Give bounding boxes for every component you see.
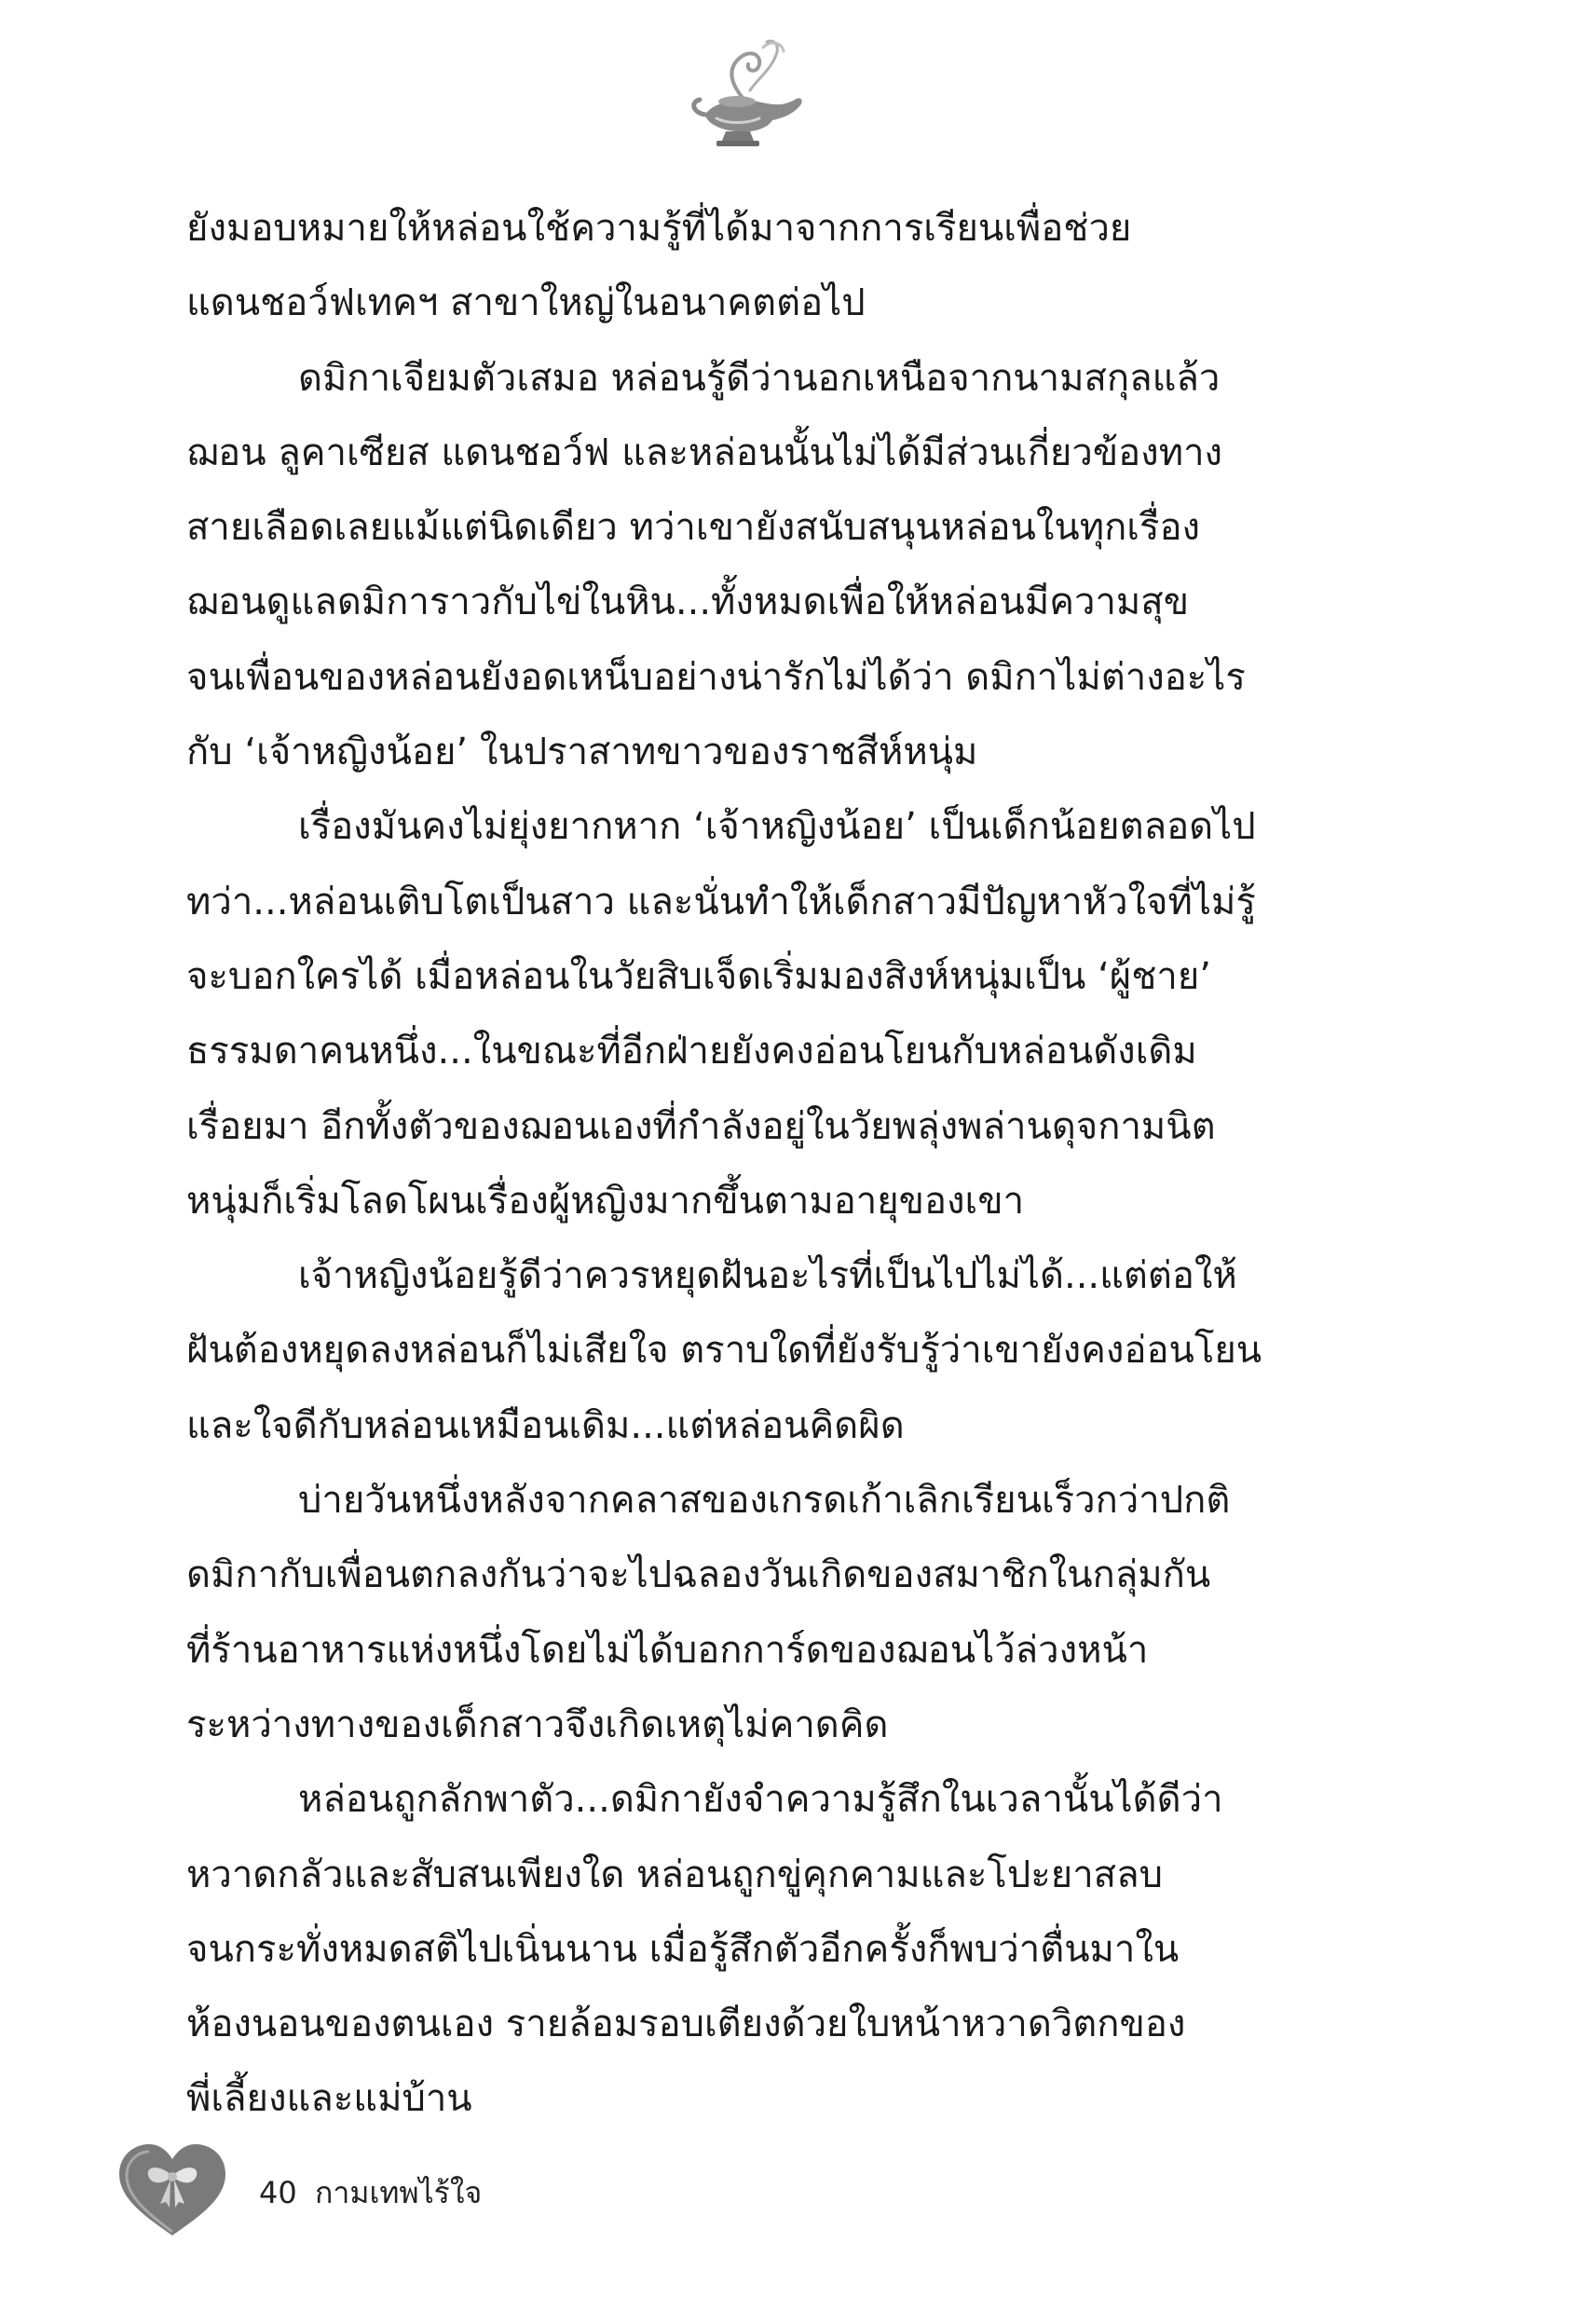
text-line: กับ ‘เจ้าหญิงน้อย’ ในปราสาทขาวของราชสีห์หนุ่ม (186, 731, 978, 774)
page-footer (112, 2139, 764, 2241)
text-line: ที่ร้านอาหารแห่งหนึ่งโดยไม่ได้บอกการ์ดของฌอนไว้ล่วงหน้า (186, 1628, 1149, 1672)
text-line: เรื่อยมา อีกทั้งตัวของฌอนเองที่กำลังอยู่ในวัยพลุ่งพล่านดุจกามนิต (186, 1104, 1216, 1148)
text-line: หวาดกลัวและสับสนเพียงใด หล่อนถูกขู่คุกคามและโปะยาสลบ (186, 1853, 1163, 1896)
text-line: จนเพื่อนของหล่อนยังอดเหน็บอย่างน่ารักไม่ได้ว่า ดมิกาไม่ต่างอะไร (186, 655, 1246, 699)
text-line: หล่อนถูกลักพาตัว...ดมิกายังจำความรู้สึกในเวลานั้นได้ดีว่า (298, 1778, 1223, 1822)
text-line: เจ้าหญิงน้อยรู้ดีว่าควรหยุดฝันอะไรที่เป็นไปไม่ได้...แต่ต่อให้ (298, 1254, 1237, 1298)
text-line: พี่เลี้ยงและแม่บ้าน (186, 2077, 472, 2121)
body-text (186, 191, 1337, 2137)
text-line: ระหว่างทางของเด็กสาวจึงเกิดเหตุไม่คาดคิด (186, 1702, 889, 1746)
text-line: ห้องนอนของตนเอง รายล้อมรอบเตียงด้วยใบหน้าหวาดวิตกของ (186, 2003, 1186, 2046)
text-line: ฝันต้องหยุดลงหล่อนก็ไม่เสียใจ ตราบใดที่ยังรับรู้ว่าเขายังคงอ่อนโยน (186, 1329, 1262, 1373)
text-line: สายเลือดเลยแม้แต่นิดเดียว ทว่าเขายังสนับสนุนหล่อนในทุกเรื่อง (186, 506, 1201, 550)
text-line: จนกระทั่งหมดสติไปเนิ่นนาน เมื่อรู้สึกตัวอีกครั้งก็พบว่าตื่นมาใน (186, 1927, 1180, 1971)
text-line: ยังมอบหมายให้หล่อนใช้ความรู้ที่ได้มาจากการเรียนเพื่อช่วย (186, 207, 1132, 250)
text-line: และใจดีกับหล่อนเหมือนเดิม...แต่หล่อนคิดผิด (186, 1403, 905, 1447)
text-line: แดนชอว์ฟเทคฯ สาขาใหญ่ในอนาคตต่อไป (186, 281, 866, 325)
text-line: หนุ่มก็เริ่มโลดโผนเรื่องผู้หญิงมากขึ้นตามอายุของเขา (186, 1179, 1025, 1223)
text-line: จะบอกใครได้ เมื่อหล่อนในวัยสิบเจ็ดเริ่มมองสิงห์หนุ่มเป็น ‘ผู้ชาย’ (186, 954, 1211, 998)
heart-ribbon-icon (112, 2139, 233, 2241)
text-line: ฌอน ลูคาเซียส แดนชอว์ฟ และหล่อนนั้นไม่ได้มีส่วนเกี่ยวข้องทาง (186, 431, 1223, 474)
genie-lamp-icon (685, 33, 815, 154)
book-title: กามเทพไร้ใจ (315, 2175, 483, 2210)
text-line: ธรรมดาคนหนึ่ง...ในขณะที่อีกฝ่ายยังคงอ่อนโยนกับหล่อนดังเดิม (186, 1030, 1197, 1073)
text-line: บ่ายวันหนึ่งหลังจากคลาสของเกรดเก้าเลิกเรียนเร็วกว่าปกติ (298, 1479, 1231, 1523)
text-line: เรื่องมันคงไม่ยุ่งยากหาก ‘เจ้าหญิงน้อย’ เป็นเด็กน้อยตลอดไป (298, 805, 1256, 849)
text-line: ดมิกาเจียมตัวเสมอ หล่อนรู้ดีว่านอกเหนือจากนามสกุลแล้ว (298, 356, 1221, 400)
text-line: ดมิกากับเพื่อนตกลงกันว่าจะไปฉลองวันเกิดของสมาชิกในกลุ่มกัน (186, 1553, 1211, 1597)
text-line: ฌอนดูแลดมิการาวกับไข่ในหิน...ทั้งหมดเพื่อให้หล่อนมีความสุข (186, 581, 1190, 624)
text-line: ทว่า...หล่อนเติบโตเป็นสาว และนั่นทำให้เด็กสาวมีปัญหาหัวใจที่ไม่รู้ (186, 880, 1256, 923)
page-number: 40 (259, 2175, 297, 2210)
